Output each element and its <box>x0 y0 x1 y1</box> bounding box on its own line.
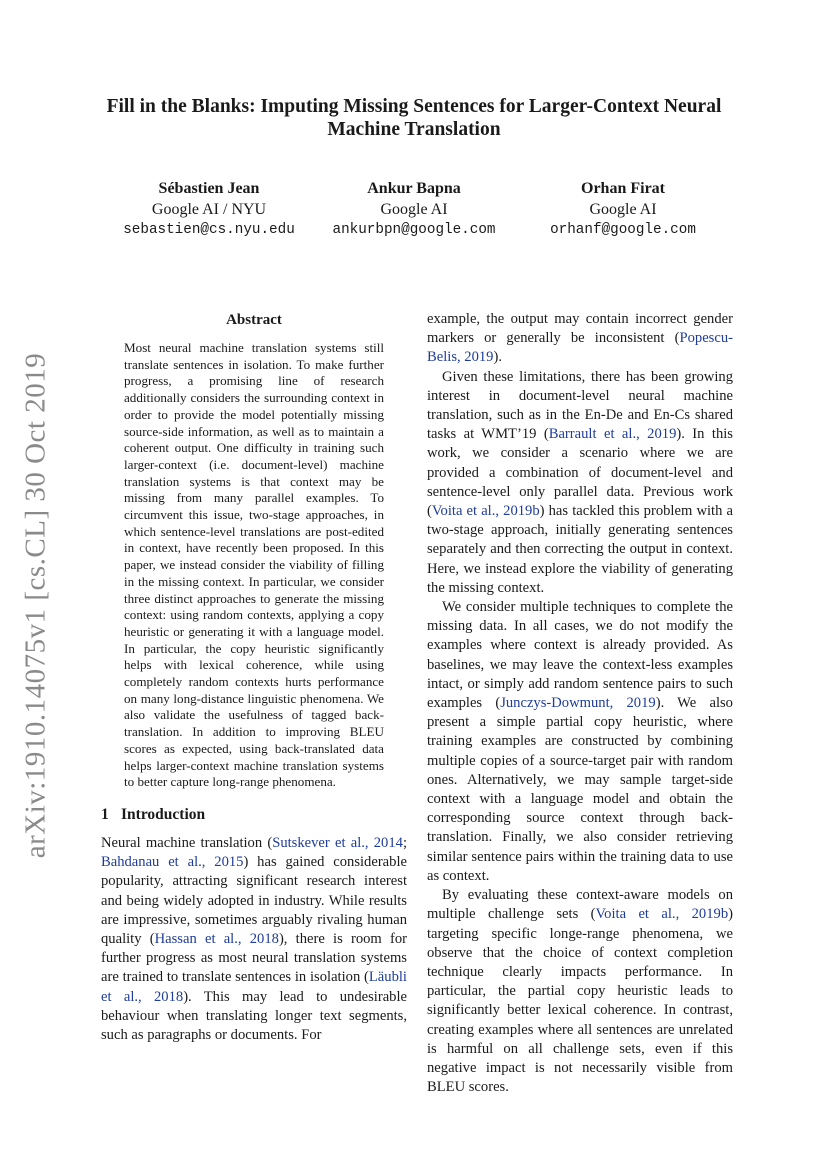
citation-link[interactable]: Läubli et al., 2018 <box>101 969 407 1005</box>
intro-paragraph-3: We consider multiple techniques to complete the missing data. In all cases, we do not modify the examples where context is already provided. As baselines, we may leave the context-less examples intact, or simply add random sentence pairs to such examples (Junczys-Dowmunt, 2019). We also present a simple partial copy heuristic, where training examples are constructed by combining multiple copies of a source-target pair with random ones. Alternatively, we may sample target-side context with a language model and obtain the corresponding source context through back-translation. Finally, we also consider retrieving similar sentence pairs within the training data to use as context. <box>427 599 733 884</box>
right-column <box>427 310 733 1097</box>
citation-link[interactable]: Popescu-Belis, 2019 <box>427 330 733 366</box>
author-1 <box>100 178 318 241</box>
left-column <box>101 310 407 1045</box>
intro-paragraph-2: Given these limitations, there has been growing interest in document-level neural machine translation, such as in the En-De and En-Cs shared tasks at WMT’19 (Barrault et al., 2019). In this work, we consider a scenario where we are provided a combination of document-level and sentence-level only parallel data. Previous work (Voita et al., 2019b) has tackled this problem with a two-stage approach, initially generating sentences separately and then correcting the output in context. Here, we instead explore the viability of generating the missing context. <box>427 368 733 596</box>
citation-link[interactable]: Voita et al., 2019b <box>595 906 729 923</box>
arxiv-identifier: arXiv:1910.14075v1 [cs.CL] 30 Oct 2019 <box>19 352 52 858</box>
intro-paragraph-1: Neural machine translation (Sutskever et al., 2014; Bahdanau et al., 2015) has gained considerable popularity, attracting significant research interest and being widely adopted in industry. While results are impressive, sometimes arguably rivaling human quality (Hassan et al., 2018), there is room for further progress as most neural translation systems are trained to translate sentences in isolation (Läubli et al., 2018). This may lead to undesirable behaviour when translating longer text segments, such as paragraphs or documents. For <box>101 834 407 1044</box>
author-affiliation: Google AI <box>589 201 657 218</box>
arxiv-stamp <box>14 352 58 858</box>
section-number: 1 <box>101 805 109 823</box>
paper-title: Fill in the Blanks: Imputing Missing Sentences for Larger-Context Neural Machine Translation <box>106 96 722 140</box>
citation-link[interactable]: Sutskever et al., 2014 <box>272 834 403 851</box>
citation-link[interactable]: Barrault et al., 2019 <box>548 426 677 443</box>
citation-link[interactable]: Hassan et al., 2018 <box>154 931 279 947</box>
author-name: Orhan Firat <box>581 180 665 197</box>
section-title: Introduction <box>121 805 206 823</box>
author-affiliation: Google AI / NYU <box>151 201 267 218</box>
abstract-text: Most neural machine translation systems still translate sentences in isolation. To make further progress, a promising line of research additionally considers the surrounding context in order to provide the model potentially missing source-side information, as well as to maintain a coherent output. One difficulty in training such larger-context (i.e. document-level) machine translation systems is that context may be missing from many parallel examples. To circumvent this issue, two-stage approaches, in which sentence-level translations are post-edited in context, have recently been proposed. In this paper, we instead consider the viability of filling in the missing context. In particular, we consider three distinct approaches to generate the missing context: using random contexts, applying a copy heuristic or generating it with a language model. In particular, the copy heuristic significantly helps with lexical coherence, while using completely random contexts hurts performance on many long-distance linguistic phenomena. We also validate the usefulness of tagged back-translation. In addition to improving BLEU scores as expected, using back-translated data helps larger-context machine translation systems to better capture long-range phenomena. <box>124 340 384 790</box>
author-2 <box>316 178 512 241</box>
author-email: sebastien@cs.nyu.edu <box>123 222 295 238</box>
section-heading-introduction <box>101 805 407 825</box>
citation-link[interactable]: Voita et al., 2019b <box>431 503 540 520</box>
intro-paragraph-4: By evaluating these context-aware models on multiple challenge sets (Voita et al., 2019b) targeting specific longe-range phenomena, we observe that the choice of context completion technique clearly impacts performance. In particular, the partial copy heuristic leads to significantly better lexical coherence. In contrast, creating examples where all sentences are unrelated is harmful on all challenge sets, even if this negative impact is not necessarily visible from BLEU scores. <box>427 887 733 1096</box>
author-email: ankurbpn@google.com <box>332 222 496 238</box>
author-name: Ankur Bapna <box>367 180 461 197</box>
abstract-heading: Abstract <box>226 312 282 328</box>
author-3 <box>528 178 718 241</box>
author-affiliation: Google AI <box>380 201 448 218</box>
author-email: orhanf@google.com <box>550 222 696 238</box>
citation-link[interactable]: Junczys-Dowmunt, 2019 <box>500 695 656 712</box>
citation-link[interactable]: Bahdanau et al., 2015 <box>101 854 244 871</box>
author-name: Sébastien Jean <box>158 180 260 197</box>
intro-paragraph-1-continued: example, the output may contain incorrect gender markers or generally be inconsistent (Popescu-Belis, 2019). <box>427 311 733 366</box>
